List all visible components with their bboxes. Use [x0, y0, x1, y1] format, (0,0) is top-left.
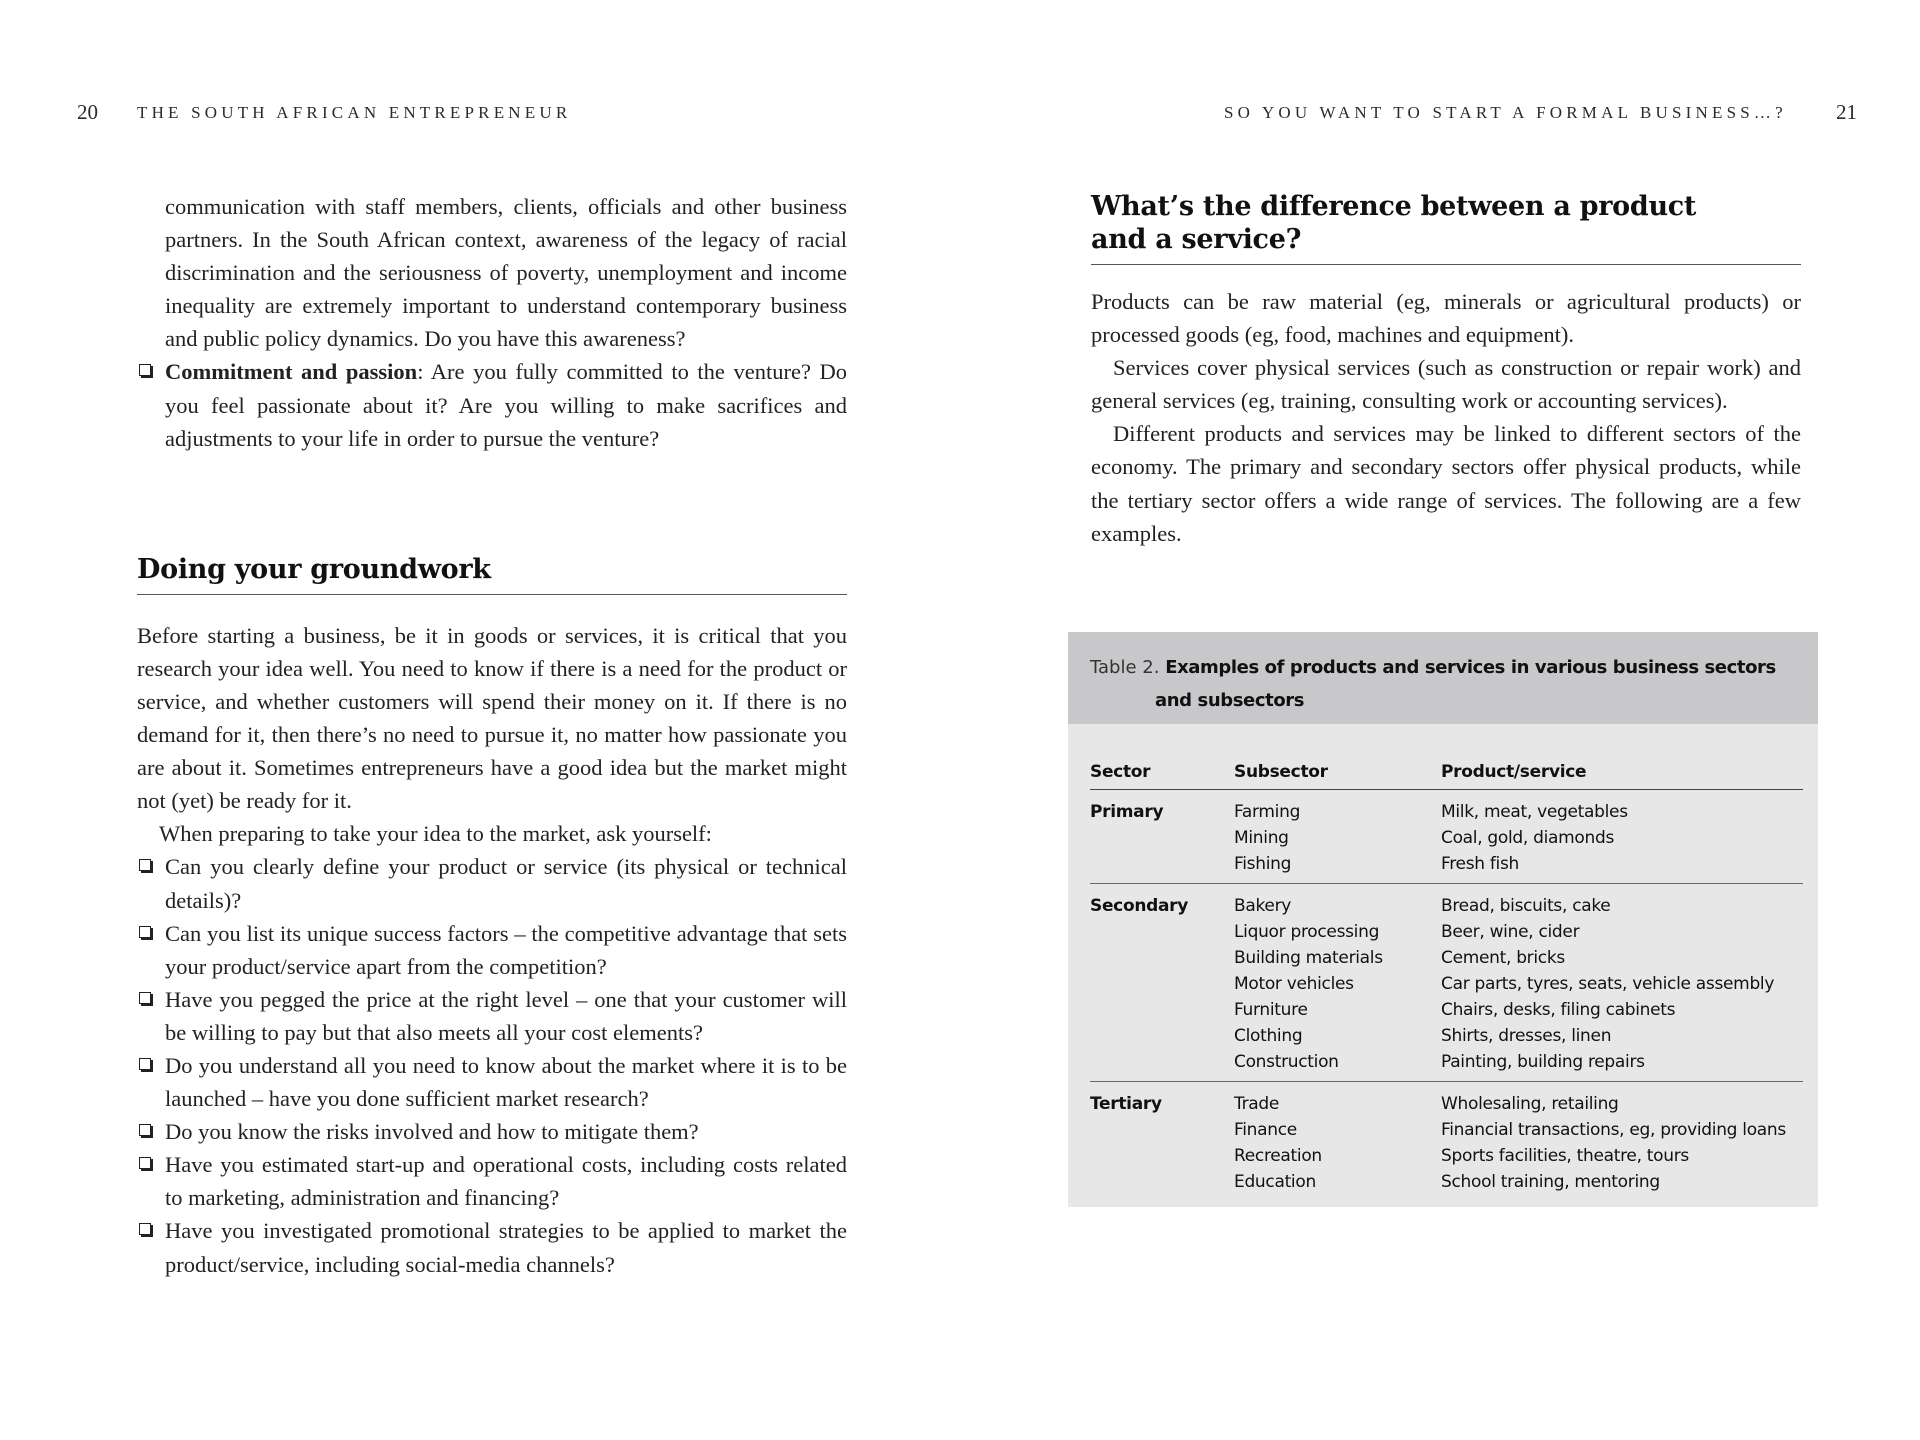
checklist-item: Do you understand all you need to know about the market where it is to be launched – have you done sufficient market research?	[137, 1049, 847, 1115]
checklist-item: Have you pegged the price at the right level – one that your customer will be willing to pay but that also meets all your cost elements?	[137, 983, 847, 1049]
sectors-table-grid	[1090, 759, 1803, 1201]
checkbox-icon	[139, 859, 151, 871]
section-heading-groundwork: Doing your groundwork	[137, 553, 847, 595]
continuation-paragraph: communication with staff members, clients, officials and other business partners. In the South African context, awareness of the legacy of racial discrimination and the seriousness of poverty, unemployment and income inequality are extremely important to understand contemporary business and public policy dynamics. Do you have this awareness?	[165, 194, 847, 352]
checkbox-icon	[139, 1223, 151, 1235]
groundwork-checklist	[137, 850, 847, 1280]
left-page-body	[137, 190, 847, 1281]
checkbox-icon	[139, 1124, 151, 1136]
sector-cell: Tertiary	[1090, 1094, 1162, 1114]
right-running-head: SO YOU WANT TO START A FORMAL BUSINESS…?	[1224, 103, 1787, 122]
lead-in-text: When preparing to take your idea to the market, ask yourself:	[159, 821, 712, 847]
header-product-service: Product/service	[1441, 759, 1803, 790]
right-page-number: 21	[1836, 100, 1857, 124]
section-heading-product-service: What’s the difference between a product and a service?	[1091, 190, 1801, 265]
services-paragraph: Services cover physical services (such as construction or repair work) and general services (eg, training, consulting work or accounting services).	[1091, 355, 1801, 414]
left-running-head: THE SOUTH AFRICAN ENTREPRENEUR	[137, 103, 572, 122]
table-label: Table 2.	[1090, 657, 1160, 678]
checklist-item: Have you investigated promotional strategies to be applied to market the product/service, including social-media channels?	[137, 1214, 847, 1280]
table-row: Secondary Bakery Liquor processing Building materials Motor vehicles Furniture Clothing Construction Bread, biscuits, cake Beer, wine, cider Cement, bricks Car parts, tyres, seats, vehicle assembly Chairs, desks, filing cabinets Shirts, dresses, linen Painting, building repairs	[1090, 884, 1803, 1082]
products-paragraph: Products can be raw material (eg, minerals or agricultural products) or processed goods (eg, food, machines and equipment).	[1091, 289, 1801, 348]
header-subsector: Subsector	[1234, 759, 1441, 790]
group-tertiary	[1090, 1082, 1803, 1202]
group-secondary	[1090, 884, 1803, 1082]
right-page-body	[1091, 190, 1801, 550]
table-title-line1: Examples of products and services in various business sectors	[1165, 657, 1776, 678]
commitment-item	[137, 355, 847, 454]
intro-paragraph: Before starting a business, be it in goods or services, it is critical that you research your idea well. You need to know if there is a need for the product or service, and whether customers will spend their money on it. If there is no demand for it, then there’s no need to pursue it, no matter how passionate you are about it. Sometimes entrepreneurs have a good idea but the market might not (yet) be ready for it.	[137, 622, 847, 814]
header-sector: Sector	[1090, 759, 1234, 790]
table-row: Primary Farming Mining Fishing Milk, meat, vegetables Coal, gold, diamonds Fresh fish	[1090, 790, 1803, 884]
sector-cell: Primary	[1090, 802, 1164, 822]
checkbox-icon	[139, 364, 151, 376]
checkbox-icon	[139, 1058, 151, 1070]
sector-cell: Secondary	[1090, 896, 1189, 916]
table-caption	[1068, 632, 1818, 724]
checklist-item: Can you clearly define your product or service (its physical or technical details)?	[137, 850, 847, 916]
table-title-line2: and subsectors	[1155, 690, 1305, 711]
group-primary	[1090, 790, 1803, 884]
checkbox-icon	[139, 992, 151, 1004]
sectors-paragraph: Different products and services may be linked to different sectors of the economy. The primary and secondary sectors offer physical products, while the tertiary sector offers a wide range of services. The following are a few examples.	[1091, 421, 1801, 546]
checklist-item: Can you list its unique success factors – the competitive advantage that sets your product/service apart from the competition?	[137, 917, 847, 983]
table-header-row	[1090, 759, 1803, 790]
sectors-table	[1068, 632, 1818, 1207]
left-page-number: 20	[77, 100, 98, 124]
table-row: Tertiary Trade Finance Recreation Education Wholesaling, retailing Financial transactions, eg, providing loans Sports facilities, theatre, tours School training, mentoring	[1090, 1082, 1803, 1202]
checklist-item: Have you estimated start-up and operational costs, including costs related to marketing, administration and financing?	[137, 1148, 847, 1214]
commitment-text: : Are you fully committed to the venture? Do you feel passionate about it? Are you willing to make sacrifices and adjustments to your life in order to pursue the venture?	[165, 359, 848, 451]
checkbox-icon	[139, 926, 151, 938]
checklist-item: Do you know the risks involved and how to mitigate them?	[137, 1115, 847, 1148]
checkbox-icon	[139, 1157, 151, 1169]
commitment-label: Commitment and passion	[165, 359, 418, 385]
